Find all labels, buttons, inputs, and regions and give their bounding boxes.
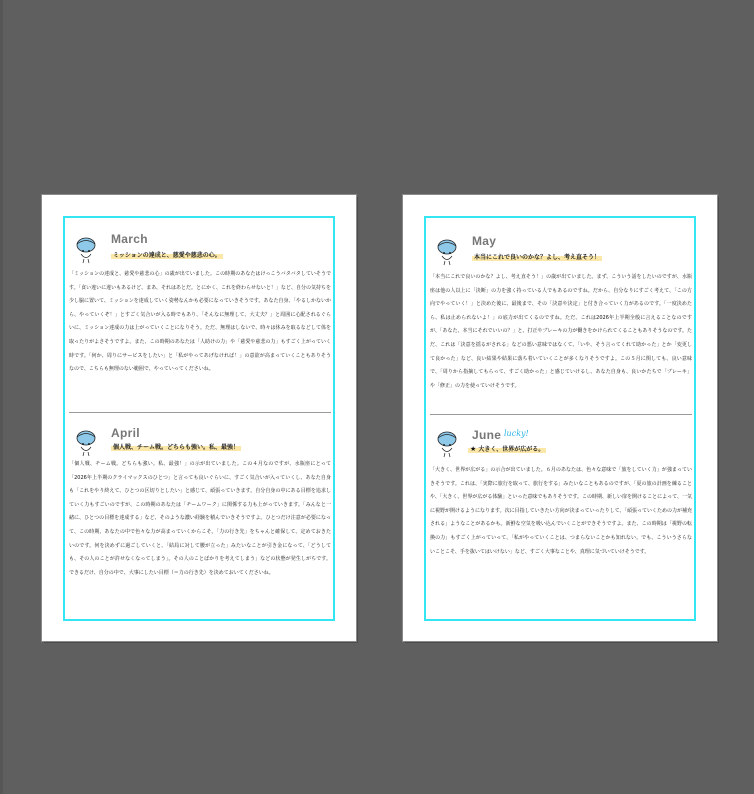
section-divider bbox=[430, 414, 692, 415]
mascot-icon bbox=[75, 427, 99, 457]
section-body: 「ミッションの達成と、慈愛や慈悲の心」の歳が出ていました。この時期のあなたはけっこうバタバタしていそうです。「食い違いに違いもあるけど、まあ、それはあとだ。とにかく、これを終わらせないと！」など、自分の気持ちを少し脇に置いて、ミッションを達成していく姿勢なんかも必要になっていきそうです。あなた自身、「やるしかないから、やっていくぞ！」とすごく気合いが入る時でもあり、「そんなに無理して、大丈夫？」と周囲に心配されるぐらいに、ミッション達成の力は上がっていくことになりそう。ただ、無理はしないで、時々は休みを取るなどして体を取ったりがよさそうですよ。また、この時期のあなたは「人助けの力」や「慈愛や慈悲の力」もすごく上がっていく時です。「何か、周りにサービスをしたい」と「私がやってあげなければ！」の意欲が高まっていくこともありそうなので、こちらも無理のない範囲で、やっていってくださいね。 bbox=[69, 271, 331, 373]
section-tagline bbox=[111, 250, 223, 259]
section-body: 「個人戦、チーム戦。どちらも強い。私、最強！」の示が出ていました。この４月なのですが、水瓶座にとって「2026年上半期のクライマックスのひとつ」と言っても良いぐらいに、すごく気合いが入っていくし、あなた自身も「これをやり終えて、ひとつの区切りとしたい」と感じて、頑張っていきます。自分自身の中にある目標を追求していく力もすごいのですが、この時期のあなたは「チームワーク」に関係する力も上がっていきます。「みんなと一緒に、ひとつの目標を達成する」など、そのような濃い経験を積んでいきそうですよ。ひとつだけ注意が必要になって、この時期、あなたの中で色々な力が高まっていくからこそ、「力の行き先」をちゃんと確保して、定めておきたいのです。何を決めずに過ごしていくと、「結局に対して腰が立った」みたいなことが引き金になって、「どうしても、その人のことが許せなくなってしまう」。その人のことばかりを考えてしまう」などの状態が発生しがちです。できるだけ、自分の中で、大事にしたい目標（＝力の行き先）を決めておいてくださいね。 bbox=[69, 461, 331, 576]
mascot-icon bbox=[75, 234, 99, 264]
month-title: April bbox=[111, 426, 140, 440]
tagline-text: 大きく、世界が広がる。 bbox=[478, 446, 545, 453]
mascot-icon bbox=[436, 428, 460, 458]
month-title: March bbox=[111, 232, 148, 246]
section-body: 「本当にこれで良いのかな？よし、考え直そう！」の歳が出ていました。まず、こういう話をしたいのですが、水瓶座は他の人以上に「決断」の力を強く持っている人でもあるのですね。だから、自分なりにすごく考えて、「この方向でやっていく！」と決めた後に、最後まで、その「決意や決定」と付き合っていく力があるのです。「一度決めたら、私は止められないよ！」の底力が出てくるのですね。ただ、これは2026年上半期全般に言えることなのですが、「あなた、本当にそれでいいの？」と、打正やブレーキの力が働きをかけられてくることもありそうなのです。ただ、これは「決意を揺るがされる」などの悪い意味ではなくて、「いや、そう言ってくれて助かった」とか「変更して良かった」など、良い結果や結果に落ち着いていくことが多くなりそうですよ。この５月に関しても、良い意味で、「周りから指摘してもらって、すごく助かった」と感じていけるし、あなた自身も、良いかたちで「ブレーキ」や「修正」の力を使っていけそうです。 bbox=[430, 274, 692, 389]
section-tagline bbox=[111, 442, 241, 451]
page-frame bbox=[424, 216, 696, 621]
month-title: May bbox=[472, 234, 497, 248]
tagline-text: 個人戦、チーム戦。どちらも強い。私、最強！ bbox=[113, 444, 240, 451]
section-body: 「大きく、世界が広がる」の示合が出ていました。６月のあなたは、色々な意味で「旅をしていく力」が強まっていきそうです。これは、「実際に旅行を取って、旅行をする」みたいなこともあるのですが、「夏の旅の計画を練ることや、「大きく、世界が広がる体験」といった意味でもありそうです。この時期、新しい扉を開けることによって、一気に視野が開けるようになります。次に目指していきたい方向が決まっていったりして、「頑張っていくための力が補充される」ようなことがあるかも。新鮮な空気を吸い込んでいくことができそうですよ。また、この時期は「視野の転換の力」もすごく上がっていって、「私がやっていくことは、つまらないことかも知れない。でも、こういうさらないことこそ、手を抜いてはいけない」など、すごく大事なことや、真理に気づいていけそうです。 bbox=[430, 467, 693, 555]
mascot-icon bbox=[436, 236, 460, 266]
lucky-script: lucky! bbox=[504, 429, 529, 438]
month-title: June bbox=[472, 428, 502, 442]
section-divider bbox=[69, 412, 331, 413]
section-tagline bbox=[468, 444, 546, 453]
tagline-text: ミッションの達成と、慈愛や慈悲の心。 bbox=[113, 252, 221, 259]
left-edge bbox=[0, 0, 3, 794]
page-may-june bbox=[403, 195, 717, 641]
page-frame bbox=[63, 216, 335, 621]
section-tagline bbox=[472, 252, 602, 261]
star-icon: ★ bbox=[470, 445, 477, 453]
page-march-april bbox=[42, 195, 356, 641]
tagline-text: 本当にこれで良いのかな？よし、考え直そう！ bbox=[474, 254, 601, 261]
